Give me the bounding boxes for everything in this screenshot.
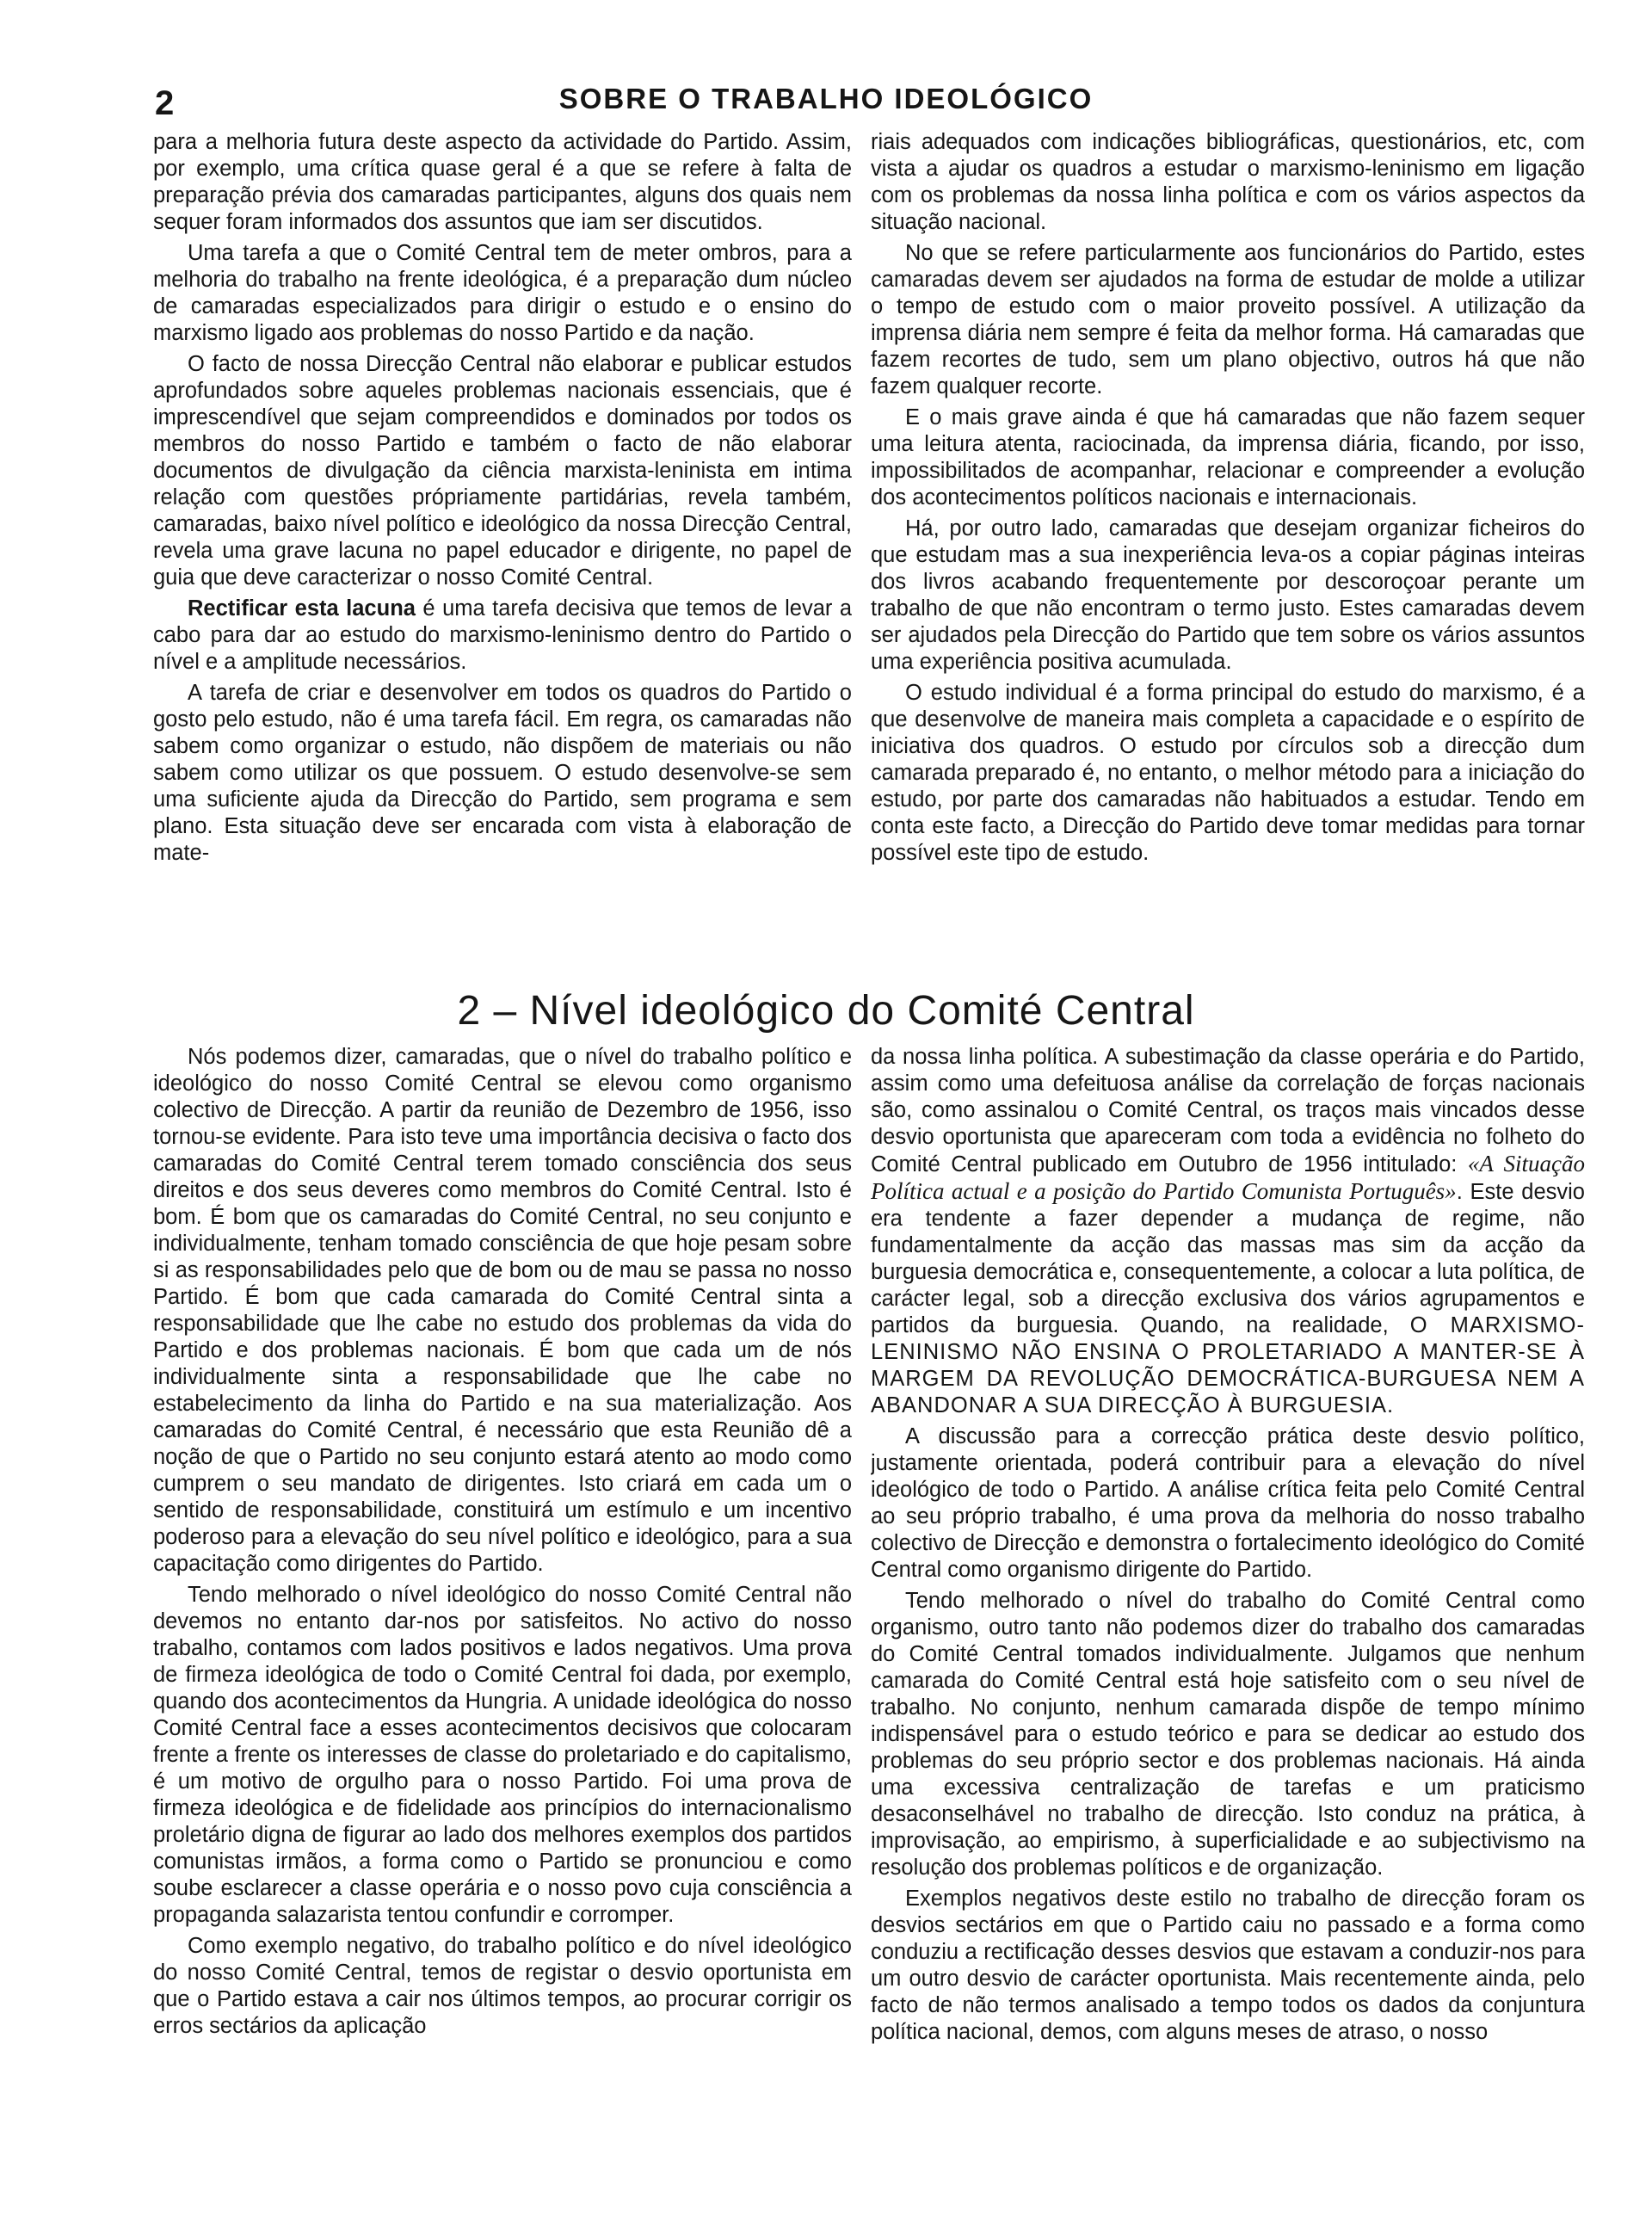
paragraph: No que se refere particularmente aos funcionários do Partido, estes camaradas devem ser ajudados na forma de estudar de molde a utilizar o tempo de estudo com o maior proveito possível. A utilização da imprensa diária nem sempre é feita da melhor forma. Há camaradas que fazem recortes de tudo, sem um plano objectivo, outros há que não fazem qualquer recorte. bbox=[871, 241, 1585, 398]
paragraph: O facto de nossa Direcção Central não elaborar e publicar estudos aprofundados sobre aqueles problemas nacionais essenciais, que é imprescendível que sejam compreendidos e dominados por todos os membros do nosso Partido e também o facto de não elaborar documentos de divulgação da ciência marxista-leninista em intima relação com questões própriamente partidárias, revela também, camaradas, baixo nível político e ideológico da nossa Direcção Central, revela uma grave lacuna no papel educador e dirigente, no papel de guia que deve caracterizar o nosso Comité Central. bbox=[153, 352, 852, 590]
paragraph: Exemplos negativos deste estilo no trabalho de direcção foram os desvios sectários em que o Partido caiu no passado e a forma como conduziu a rectificação desses desvios que estavam a conduzir-nos para um outro desvio de carácter oportunista. Mais recentemente ainda, pelo facto de não termos analisado a tempo todos os dados da conjuntura política nacional, demos, com alguns meses de atraso, o nosso bbox=[871, 1887, 1585, 2044]
paragraph-text: . Este desvio era tendente a fazer depender a mudança de regime, não fundamentalmente da acção das massas mas sim da acção da burguesia democrática e, consequentemente, a colocar a luta política, de carácter legal, sob a direcção exclusiva dos vários agrupamentos e partidos da burguesia. Quando, na realidade, bbox=[871, 1180, 1585, 1337]
publication-title: «A Situação Política actual e a posição do Partido Comunista Português» bbox=[871, 1151, 1585, 1204]
page-number: 2 bbox=[155, 84, 175, 122]
column-bottom-right bbox=[871, 1044, 1585, 2202]
column-top-right bbox=[871, 129, 1585, 990]
column-bottom-left bbox=[153, 1044, 852, 2202]
bold-lead: Rectificar esta lacuna bbox=[188, 596, 416, 621]
column-top-left bbox=[153, 129, 852, 990]
paragraph: A discussão para a correcção prática deste desvio político, justamente orientada, poderá contribuir para a elevação do nível ideológico de todo o Partido. A análise crítica feita pelo Comité Central ao seu próprio trabalho, é uma prova da melhoria do nosso trabalho colectivo de Direcção e demonstra o fortalecimento ideológico do Comité Central como organismo dirigente do Partido. bbox=[871, 1424, 1585, 1582]
paragraph: Tendo melhorado o nível ideológico do nosso Comité Central não devemos no entanto dar-nos por satisfeitos. No activo do nosso trabalho, contamos com lados positivos e lados negativos. Uma prova de firmeza ideológica de todo o Comité Central foi dada, por exemplo, quando dos acontecimentos da Hungria. A unidade ideológica do nosso Comité Central face a esses acontecimentos decisivos que colocaram frente a frente os interesses de classe do proletariado e do capitalismo, é um motivo de orgulho para o nosso Partido. Foi uma prova de firmeza ideológica e de fidelidade aos princípios do internacionalismo proletário digna de figurar ao lado dos melhores exemplos dos partidos comunistas irmãos, a forma como o Partido se pronunciou e como soube esclarecer a classe operária e o nosso povo cuja consciência a propaganda salazarista tentou confundir e corromper. bbox=[153, 1583, 852, 1927]
paragraph: Como exemplo negativo, do trabalho político e do nível ideológico do nosso Comité Central, temos de registar o desvio oportunista em que o Partido estava a cair nos últimos tempos, ao procurar corrigir os erros sectários da aplicação bbox=[153, 1934, 852, 2038]
paragraph: Tendo melhorado o nível do trabalho do Comité Central como organismo, outro tanto não podemos dizer do trabalho dos camaradas do Comité Central tomados individualmente. Julgamos que nenhum camarada do Comité Central está hoje satisfeito com o seu nível de trabalho. No conjunto, nenhum camarada dispõe de tempo mínimo indispensável para o estudo teórico e para se dedicar ao estudo dos problemas do seu próprio sector e dos problemas nacionais. Há ainda uma excessiva centralização de tarefas e um praticismo desaconselhável no trabalho de direcção. Isto conduz na prática, à improvisação, ao empirismo, à superficialidade e ao subjectivismo na resolução dos problemas políticos e de organização. bbox=[871, 1589, 1585, 1880]
paragraph: riais adequados com indicações bibliográficas, questionários, etc, com vista a ajudar os quadros a estudar o marxismo-leninismo em ligação com os problemas da nossa linha política e com os vários aspectos da situação nacional. bbox=[871, 130, 1585, 234]
paragraph: O estudo individual é a forma principal do estudo do marxismo, é a que desenvolve de maneira mais completa a capacidade e o espírito de iniciativa dos quadros. O estudo por círculos sob a direcção dum camarada preparado é, no entanto, o melhor método para a iniciação do estudo, por parte dos camaradas não habituados a estudar. Tendo em conta este facto, a Direcção do Partido deve tomar medidas para tornar possível este tipo de estudo. bbox=[871, 681, 1585, 865]
running-head: SOBRE O TRABALHO IDEOLÓGICO bbox=[558, 83, 1094, 114]
paragraph bbox=[153, 596, 852, 676]
paragraph: Nós podemos dizer, camaradas, que o nível do trabalho político e ideológico do nosso Comité Central se elevou como organismo colectivo de Direcção. A partir da reunião de Dezembro de 1956, isso tornou-se evidente. Para isto teve uma importância decisiva o facto dos camaradas do Comité Central terem tomado consciência dos seus direitos e dos seus deveres como membros do Comité Central. Isto é bom. É bom que os camaradas do Comité Central, no seu conjunto e individualmente, tenham tomado consciência de que hoje pesam sobre si as responsabilidades pelo que de bom ou de mau se passa no nosso Partido. É bom que cada camarada do Comité Central sinta a responsabilidade que lhe cabe no estudo dos problemas da vida do Partido e dos problemas nacionais. É bom que cada um de nós individualmente sinta a responsabilidade que lhe cabe no estabelecimento da linha do Partido e na sua materialização. Aos camaradas do Comité Central, é necessário que esta Reunião dê a noção de que o Partido no seu conjunto estará atento ao modo como cumprem o seu mandato de dirigentes. Isto criará em cada um o sentido de responsabilidade, constituirá um estímulo e um incentivo poderoso para a elevação do seu nível político e ideológico, para a sua capacitação como dirigentes do Partido. bbox=[153, 1045, 852, 1576]
paragraph: Há, por outro lado, camaradas que desejam organizar ficheiros do que estudam mas a sua inexperiência leva-os a copiar páginas inteiras dos livros acabando frequentemente por descoroçoar perante um trabalho de que não encontram o termo justo. Estes camaradas devem ser ajudados pela Direcção do Partido que tem sobre os vários assuntos uma experiência positiva acumulada. bbox=[871, 516, 1585, 674]
paragraph-text: é uma tarefa decisiva que temos de levar a cabo para dar ao estudo do marxismo-leninismo dentro do Partido o nível e a amplitude necessários. bbox=[153, 596, 852, 674]
paragraph: A tarefa de criar e desenvolver em todos os quadros do Partido o gosto pelo estudo, não é uma tarefa fácil. Em regra, os camaradas não sabem como organizar o estudo, não dispõem de materiais ou não sabem como utilizar os que possuem. O estudo desenvolve-se sem uma suficiente ajuda da Direcção do Partido, sem programa e sem plano. Esta situação deve ser encarada com vista à elaboração de mate- bbox=[153, 681, 852, 865]
paragraph: Uma tarefa a que o Comité Central tem de meter ombros, para a melhoria do trabalho na frente ideológica, é a preparação dum núcleo de camaradas especializados para dirigir o estudo e o ensino do marxismo ligado aos problemas do nosso Partido e da nação. bbox=[153, 241, 852, 345]
paragraph: E o mais grave ainda é que há camaradas que não fazem sequer uma leitura atenta, raciocinada, da imprensa diária, ficando, por isso, impossibilitados de acompanhar, relacionar e compreender a evolução dos acontecimentos políticos nacionais e internacionais. bbox=[871, 405, 1585, 509]
paragraph bbox=[871, 1044, 1585, 1419]
section-title: 2 – Nível ideológico do Comité Central bbox=[457, 988, 1195, 1034]
paragraph: para a melhoria futura deste aspecto da actividade do Partido. Assim, por exemplo, uma crítica quase geral é a que se refere à falta de preparação prévia dos camaradas participantes, alguns dos quais nem sequer foram informados dos assuntos que iam ser discutidos. bbox=[153, 130, 852, 234]
capitalized-statement: O MARXISMO-LENINISMO NÃO ENSINA O PROLETARIADO A MANTER-SE À MARGEM DA REVOLUÇÃO DEMOCRÁTICA-BURGUESA NEM A ABANDONAR A SUA DIRECÇÃO À BURGUESIA. bbox=[871, 1313, 1585, 1417]
paragraph-text: da nossa linha política. A subestimação da classe operária e do Partido, assim como uma defeituosa análise da correlação de forças nacionais são, como assinalou o Comité Central, os traços mais vincados desse desvio oportunista que apareceram com toda a evidência no folheto do Comité Central publicado em Outubro de 1956 intitulado: bbox=[871, 1045, 1585, 1176]
